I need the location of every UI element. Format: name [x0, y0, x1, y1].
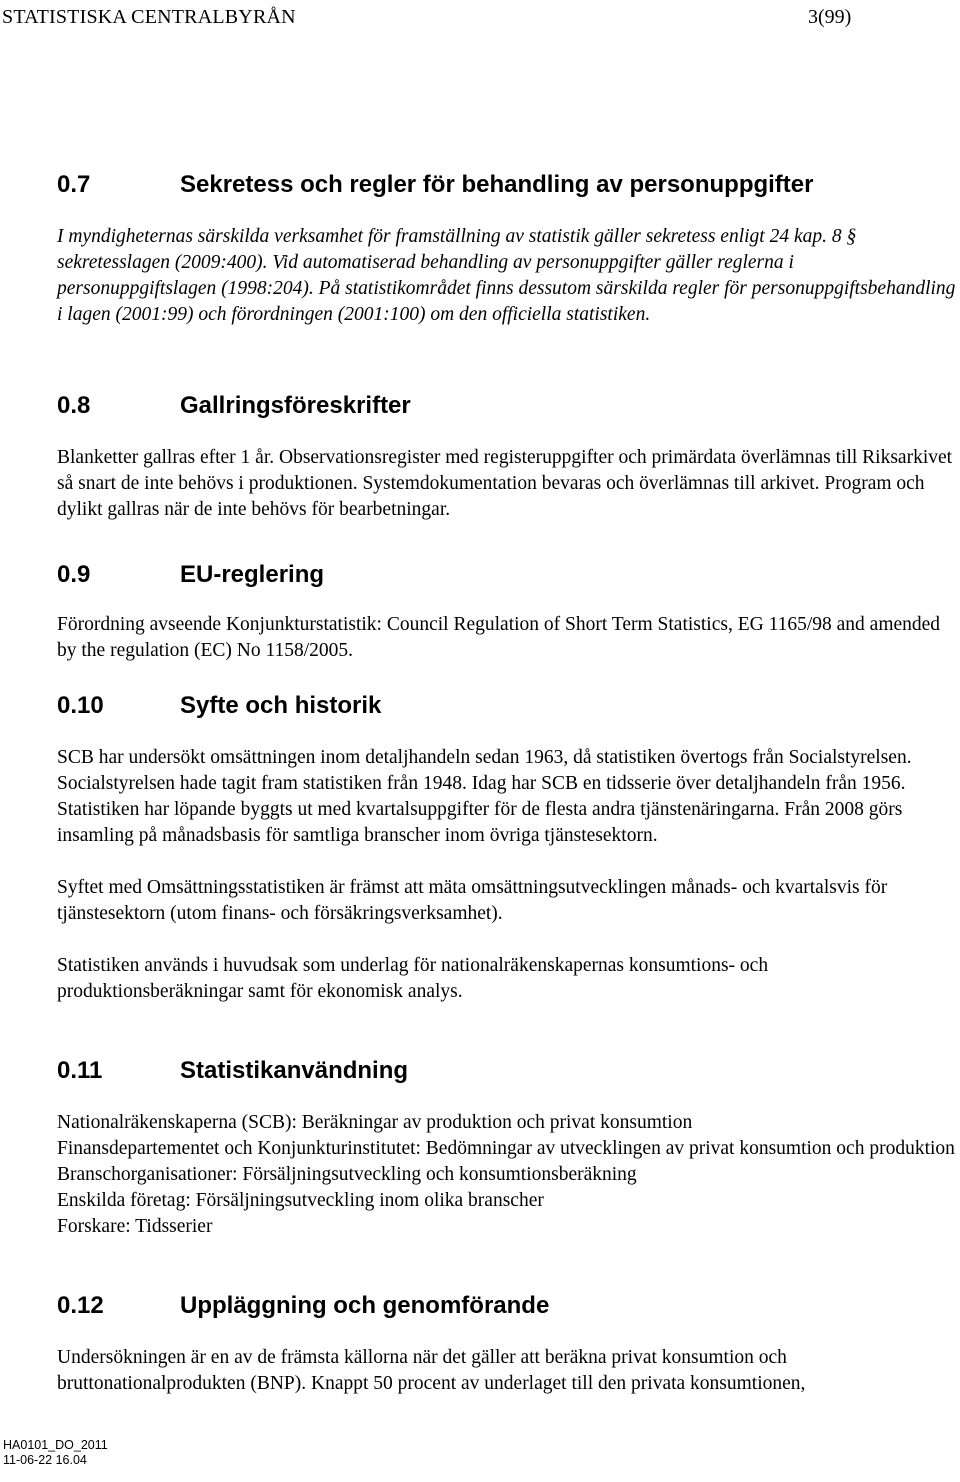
organization-name: STATISTISKA CENTRALBYRÅN [2, 6, 296, 28]
paragraph: SCB har undersökt omsättningen inom detaljhandeln sedan 1963, då statistiken övertogs från Socialstyrelsen. Socialstyrelsen hade tagit fram statistiken från 1948. Idag har SCB en tidsserie över detaljhandeln från 1956. Statistiken har löpande byggts ut med kvartalsuppgifter för de flesta andra tjänstenäringarna. Från 2008 görs insamling på månadsbasis för samtliga branscher inom övriga tjänstesektorn. [57, 747, 912, 846]
section-number: 0.7 [57, 171, 91, 198]
section-title: EU-reglering [180, 561, 325, 588]
section-heading [57, 1056, 957, 1086]
list-item: Forskare: Tidsserier [57, 1216, 213, 1237]
list-item: Finansdepartementet och Konjunkturinstitutet: Bedömningar av utvecklingen av privat konsumtion och produktion [57, 1138, 955, 1159]
list-item: Enskilda företag: Försäljningsutveckling inom olika branscher [57, 1190, 544, 1211]
section-number: 0.10 [57, 692, 104, 719]
section-sekretess [57, 170, 957, 328]
paragraph: Undersökningen är en av de främsta källorna när det gäller att beräkna privat konsumtion och bruttonationalprodukten (BNP). Knappt 50 procent av underlaget till den privata konsumtionen, [57, 1347, 806, 1394]
paragraph: Syftet med Omsättningsstatistiken är främst att mäta omsättningsutvecklingen månads- och kvartalsvis för tjänstesektorn (utom finans- och försäkringsverksamhet). [57, 877, 888, 924]
page-header [0, 6, 960, 30]
paragraph: Statistiken används i huvudsak som underlag för nationalräkenskapernas konsumtions- och produktionsberäkningar samt för ekonomisk analys. [57, 955, 769, 1002]
list-item: Branschorganisationer: Försäljningsutveckling och konsumtionsberäkning [57, 1164, 637, 1185]
list-item: Nationalräkenskaperna (SCB): Beräkningar av produktion och privat konsumtion [57, 1112, 693, 1133]
section-gallringsforeskrifter [57, 391, 957, 523]
document-id: HA0101_DO_2011 [3, 1438, 108, 1452]
page-number: 3(99) [808, 6, 852, 28]
section-heading [57, 691, 957, 721]
section-heading [57, 1291, 957, 1321]
section-number: 0.8 [57, 392, 91, 419]
section-title: Uppläggning och genomförande [180, 1292, 550, 1319]
section-number: 0.9 [57, 561, 91, 588]
section-title: Sekretess och regler för behandling av personuppgifter [180, 171, 814, 198]
section-title: Gallringsföreskrifter [180, 392, 411, 419]
section-eu-reglering [57, 560, 957, 664]
section-title: Syfte och historik [180, 692, 382, 719]
paragraph: Förordning avseende Konjunkturstatistik: Council Regulation of Short Term Statistics, EG 1165/98 and amended by the regulation (EC) No 1158/2005. [57, 614, 941, 661]
section-number: 0.11 [57, 1057, 103, 1084]
user-list [57, 1110, 957, 1240]
page-footer [3, 1438, 108, 1468]
section-statistikanvandning [57, 1056, 957, 1240]
print-date: 11-06-22 16.04 [3, 1453, 87, 1467]
section-number: 0.12 [57, 1292, 104, 1319]
section-syfte-och-historik [57, 691, 957, 1005]
section-heading [57, 560, 957, 590]
paragraph: I myndigheternas särskilda verksamhet för framställning av statistik gäller sekretess enligt 24 kap. 8 § sekretesslagen (2009:400). Vid automatiserad behandling av personuppgifter gäller reglerna i personuppgiftslagen (1998:204). På statistikområdet finns dessutom särskilda regler för personuppgiftsbehandling i lagen (2001:99) och förordningen (2001:100) om den officiella statistiken. [57, 226, 956, 325]
section-upplaggning-och-genomforande [57, 1291, 957, 1397]
section-heading [57, 391, 957, 421]
section-title: Statistikanvändning [180, 1057, 409, 1084]
paragraph: Blanketter gallras efter 1 år. Observationsregister med registeruppgifter och primärdata överlämnas till Riksarkivet så snart de inte behövs i produktionen. Systemdokumentation bevaras och överlämnas till arkivet. Program och dylikt gallras när de inte behövs för bearbetningar. [57, 447, 953, 520]
section-heading [57, 170, 957, 200]
